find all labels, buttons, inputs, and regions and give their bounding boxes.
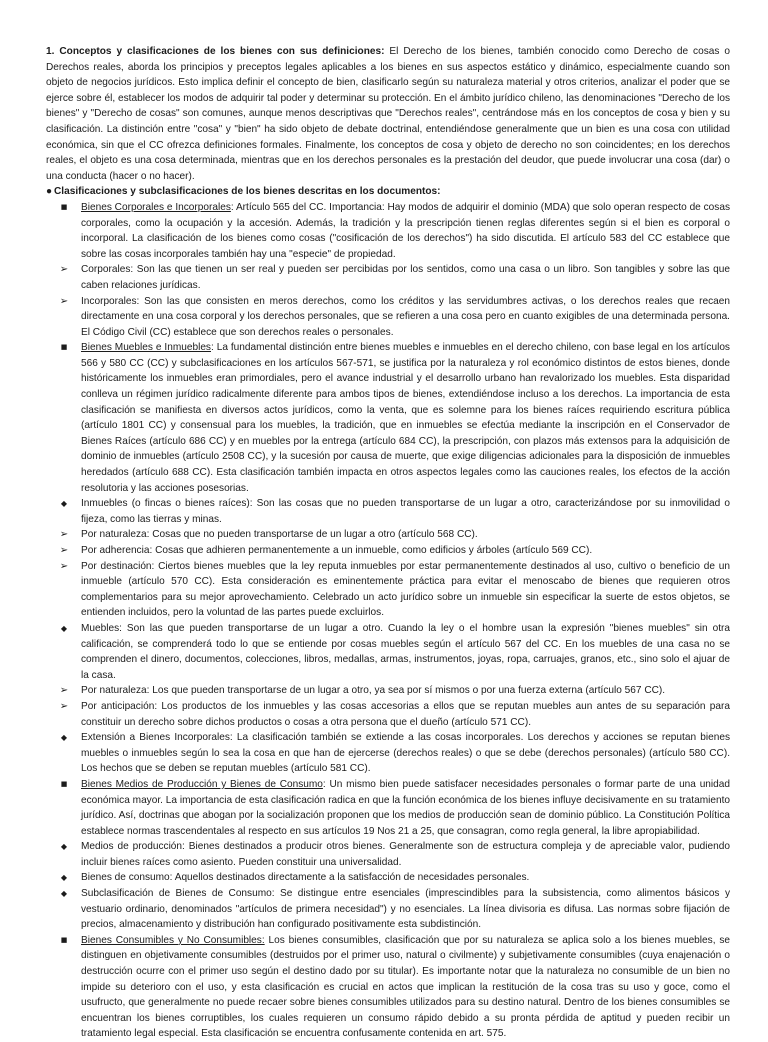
item-text: Por anticipación: Los productos de los inmuebles y las cosas accesorias a ellos que se reputan muebles aun antes de su separación para constituir un derecho sobre dichos productos o cosas a otra persona que el dueño (artículo 571 CC). bbox=[81, 700, 730, 728]
item-text: Incorporales: Son las que consisten en meros derechos, como los créditos y las servidumbres activas, o los derechos reales que recaen directamente en una cosa corporal y los derechos personales, que se refieren a una cosa pero en cuanto exigibles de una determinada persona. El Código Civil (CC) establece que son derechos reales o personales. bbox=[81, 295, 730, 338]
list-item-consumibles-no-consumibles bbox=[46, 933, 730, 1042]
list-item-inmuebles bbox=[46, 496, 730, 527]
list-item-bienes-muebles-inmuebles bbox=[46, 340, 730, 496]
list-item-medios-produccion-consumo bbox=[46, 777, 730, 839]
item-text: Bienes de consumo: Aquellos destinados directamente a la satisfacción de necesidades personales. bbox=[81, 872, 530, 884]
item-text: : La fundamental distinción entre bienes muebles e inmuebles en el derecho chileno, con base legal en los artículos 566 y 580 CC (CC) y subclasificaciones en los artículos 567-571, se justifica por la naturaleza y rol económico distintos de estos bienes, donde históricamente los inmuebles eran primordiales, pero el avance industrial y el desarrollo urbano han revalorizado los muebles. Esta disparidad conlleva un régimen jurídico radicalmente diferente para ambos tipos de bienes, extendiéndose incluso a los derechos. La importancia de esta clasificación se manifiesta en diversos actos jurídicos, como la venta, que es solemne para los bienes raíces requiriendo escritura pública (artículo 1801 CC) y consensual para los muebles, la tradición, que en inmuebles se efectúa mediante la inscripción en el Conservador de Bienes Raíces (artículo 686 CC) y en muebles por la entrega (artículo 684 CC), la prescripción, con plazos más extensos para la adquisición de dominio de inmuebles (artículo 2508 CC), y la sucesión por causa de muerte, que exige diligencias adicionales para la disposición de inmuebles heredados (artículo 688 CC). Esta clasificación también impacta en otros aspectos legales como las cauciones reales, los efectos de la acción resolutoria y las acciones posesorias. bbox=[81, 342, 730, 494]
arrow-bullet-icon: ➢ bbox=[59, 700, 69, 712]
list-item-subclasificacion-consumo bbox=[46, 886, 730, 933]
intro-body: El Derecho de los bienes, también conocido como Derecho de cosas o Derechos reales, aborda los principios y preceptos legales aplicables a los bienes en sus aspectos estático y dinámico, especialmente cuando son objeto de negocios jurídicos. Esto implica definir el concepto de bien, clasificarlo según su naturaleza material y otros criterios, analizar el poder que se ejerce sobre él, establecer los modos de adquirir tal poder y determinar su protección. En el ámbito jurídico chileno, las denominaciones "Derecho de los bienes" y "Derecho de cosas" son comunes, aunque menos descriptivas que "Derechos reales", centrándose más en los conceptos de cosa y bien y su clasificación. La distinción entre "cosa" y "bien" ha sido objeto de debate doctrinal, entendiéndose generalmente que un bien es una cosa con utilidad económica, sin que el CC ofrezca definiciones formales. Finalmente, los conceptos de cosa y objeto de derecho no son coincidentes; en los derechos reales, el objeto es una cosa determinada, mientras que en los derechos personales es la prestación del deudor, que puede involucrar una cosa (dar) o una conducta (hacer o no hacer). bbox=[46, 46, 730, 182]
bullet-icon: ● bbox=[46, 186, 53, 198]
item-text: : Artículo 565 del CC. Importancia: Hay modos de adquirir el dominio (MDA) que solo operan respecto de cosas corporales, como la ocupación y la accesión. Además, la tradición y la prescripción tienen reglas diferentes según si el bien es corporal o incorporal. La clasificación de los bienes como cosas ("cosificación de los derechos") ha sido discutida. El artículo 583 del CC establece que sobre las cosas incorporales también hay una "especie" de propiedad. bbox=[81, 201, 730, 260]
list-item-extension-incorporales bbox=[46, 730, 730, 777]
list-item-incorporales bbox=[46, 294, 730, 341]
square-bullet-icon: ■ bbox=[60, 343, 68, 352]
item-title: Bienes Muebles e Inmuebles bbox=[81, 342, 211, 354]
item-text: Por naturaleza: Los que pueden transportarse de un lugar a otro, ya sea por sí mismos o por una fuerza externa (artículo 567 CC). bbox=[81, 685, 666, 697]
item-text: Inmuebles (o fincas o bienes raíces): Son las cosas que no pueden transportarse de un lugar a otro, caracterizándose por su inmovilidad o fijeza, como las tierras y minas. bbox=[81, 498, 730, 525]
square-bullet-icon: ■ bbox=[60, 935, 68, 944]
diamond-bullet-icon: ◆ bbox=[60, 842, 68, 852]
list-item-bienes-corporales-incorporales bbox=[46, 200, 730, 262]
diamond-bullet-icon: ◆ bbox=[60, 733, 68, 743]
section-heading bbox=[46, 184, 730, 200]
diamond-bullet-icon: ◆ bbox=[60, 499, 68, 509]
list-item-corporales bbox=[46, 262, 730, 293]
list-item-muebles-por-naturaleza bbox=[46, 683, 730, 699]
item-title: Bienes Consumibles y No Consumibles: bbox=[81, 934, 265, 946]
item-text: : Un mismo bien puede satisfacer necesidades personales o formar parte de una unidad económica mayor. La importancia de esta clasificación radica en que la función económica de los bienes influye decisivamente en su tratamiento jurídico. Así, doctrinas que abogan por la socialización proponen que los medios de producción sean de dominio público. La Constitución Política establece normas trascendentales al respecto en sus artículos 19 Nos 21 a 25, que consagran, como regla general, la libre apropiabilidad. bbox=[81, 778, 731, 837]
list-item-inmuebles-por-naturaleza bbox=[46, 527, 730, 543]
item-text: Medios de producción: Bienes destinados a producir otros bienes. Generalmente son de estructura compleja y de apreciable valor, pudiendo incluir bienes raíces como asiento. Pueden constituir una universalidad. bbox=[81, 841, 730, 868]
item-title: Bienes Medios de Producción y Bienes de Consumo bbox=[81, 778, 323, 790]
diamond-bullet-icon: ◆ bbox=[60, 873, 68, 883]
arrow-bullet-icon: ➢ bbox=[59, 685, 69, 697]
list-item-muebles bbox=[46, 621, 730, 683]
item-text: Extensión a Bienes Incorporales: La clasificación también se extiende a las cosas incorporales. Los derechos y acciones se reputan bienes muebles o inmuebles según lo sea la cosa en que han de ejercerse (derechos reales) o que se debe (derechos personales) (artículo 580 CC). Los hechos que se deben se reputan muebles (artículo 581 CC). bbox=[81, 732, 730, 775]
arrow-bullet-icon: ➢ bbox=[59, 295, 69, 307]
list-item-bienes-de-consumo bbox=[46, 870, 730, 886]
intro-title: 1. Conceptos y clasificaciones de los bienes con sus definiciones: bbox=[46, 46, 385, 57]
arrow-bullet-icon: ➢ bbox=[59, 560, 69, 572]
arrow-bullet-icon: ➢ bbox=[59, 529, 69, 541]
arrow-bullet-icon: ➢ bbox=[59, 264, 69, 276]
arrow-bullet-icon: ➢ bbox=[59, 545, 69, 556]
diamond-bullet-icon: ◆ bbox=[60, 889, 68, 899]
list-item-por-adherencia bbox=[46, 543, 730, 559]
list-item-por-destinacion bbox=[46, 559, 730, 621]
item-text: Por adherencia: Cosas que adhieren permanentemente a un inmueble, como edificios y árboles (artículo 569 CC). bbox=[81, 545, 593, 556]
item-title: Bienes Corporales e Incorporales bbox=[81, 201, 231, 213]
item-text: Por naturaleza: Cosas que no pueden transportarse de un lugar a otro (artículo 568 CC). bbox=[81, 529, 478, 541]
intro-paragraph bbox=[46, 44, 730, 184]
square-bullet-icon: ■ bbox=[60, 202, 68, 211]
item-text: Por destinación: Ciertos bienes muebles que la ley reputa inmuebles por estar permanentemente destinados al uso, cultivo o beneficio de un inmueble (artículo 570 CC). Esta consideración es eminentemente práctica para evitar el menoscabo de bienes que requieren otros complementarios para su mejor aprovechamiento. Celebrado un acto jurídico sobre un inmueble sin especificar la suerte de estos objetos, se entienden incluidos, pero la voluntad de las partes puede excluirlos. bbox=[81, 560, 730, 619]
diamond-bullet-icon: ◆ bbox=[60, 623, 68, 633]
item-text: Muebles: Son las que pueden transportarse de un lugar a otro. Cuando la ley o el hombre usan la expresión "bienes muebles" sin otra calificación, se comprenderá todo lo que se entiende por cosas muebles según el artículo 567 del CC. En los muebles de una casa no se comprenden el dinero, documentos, colecciones, libros, medallas, armas, instrumentos, joyas, ropa, carruajes, granos, etc., sino solo el ajuar de la casa. bbox=[81, 622, 730, 681]
item-text: Los bienes consumibles, clasificación que por su naturaleza se aplica solo a los bienes muebles, se distinguen en objetivamente consumibles (destruidos por el primer uso, natural o civilmente) y subjetivamente consumibles (cuya enajenación o destrucción ocurre con el primer uso según el destino dado por su titular). Es importante notar que la naturaleza no consumible de un bien no impide su deterioro con el uso, y esta clasificación es crucial en actos que implican la restitución de la cosa tras su uso y goce, como el usufructo, que generalmente no puede recaer sobre bienes consumibles utilizados para su destino natural. Dentro de los bienes consumibles se encuentran los bienes corruptibles, los cuales requieren un consumo rápido debido a su pronta pérdida de aptitud y pueden recibir un tratamiento legal especial. Esta clasificación se encuentra confusamente contenida en art. 575. bbox=[81, 934, 730, 1040]
item-text: Subclasificación de Bienes de Consumo: Se distingue entre esenciales (imprescindibles para la subsistencia, como alimentos básicos y vestuario ordinario, denominados "artículos de primera necesidad") y no esenciales. La línea divisoria es difusa. Las normas sobre fijación de precios, almacenamiento y distribución han configurado positivamente esta subdistinción. bbox=[81, 888, 730, 931]
list-item-medios-de-produccion bbox=[46, 839, 730, 870]
section-heading-text: Clasificaciones y subclasificaciones de los bienes descritas en los documentos: bbox=[54, 186, 441, 198]
square-bullet-icon: ■ bbox=[60, 779, 68, 788]
item-text: Corporales: Son las que tienen un ser real y pueden ser percibidas por los sentidos, como una casa o un libro. Son tangibles y sobre las que caben relaciones jurídicas. bbox=[81, 264, 730, 291]
list-item-por-anticipacion bbox=[46, 699, 730, 730]
